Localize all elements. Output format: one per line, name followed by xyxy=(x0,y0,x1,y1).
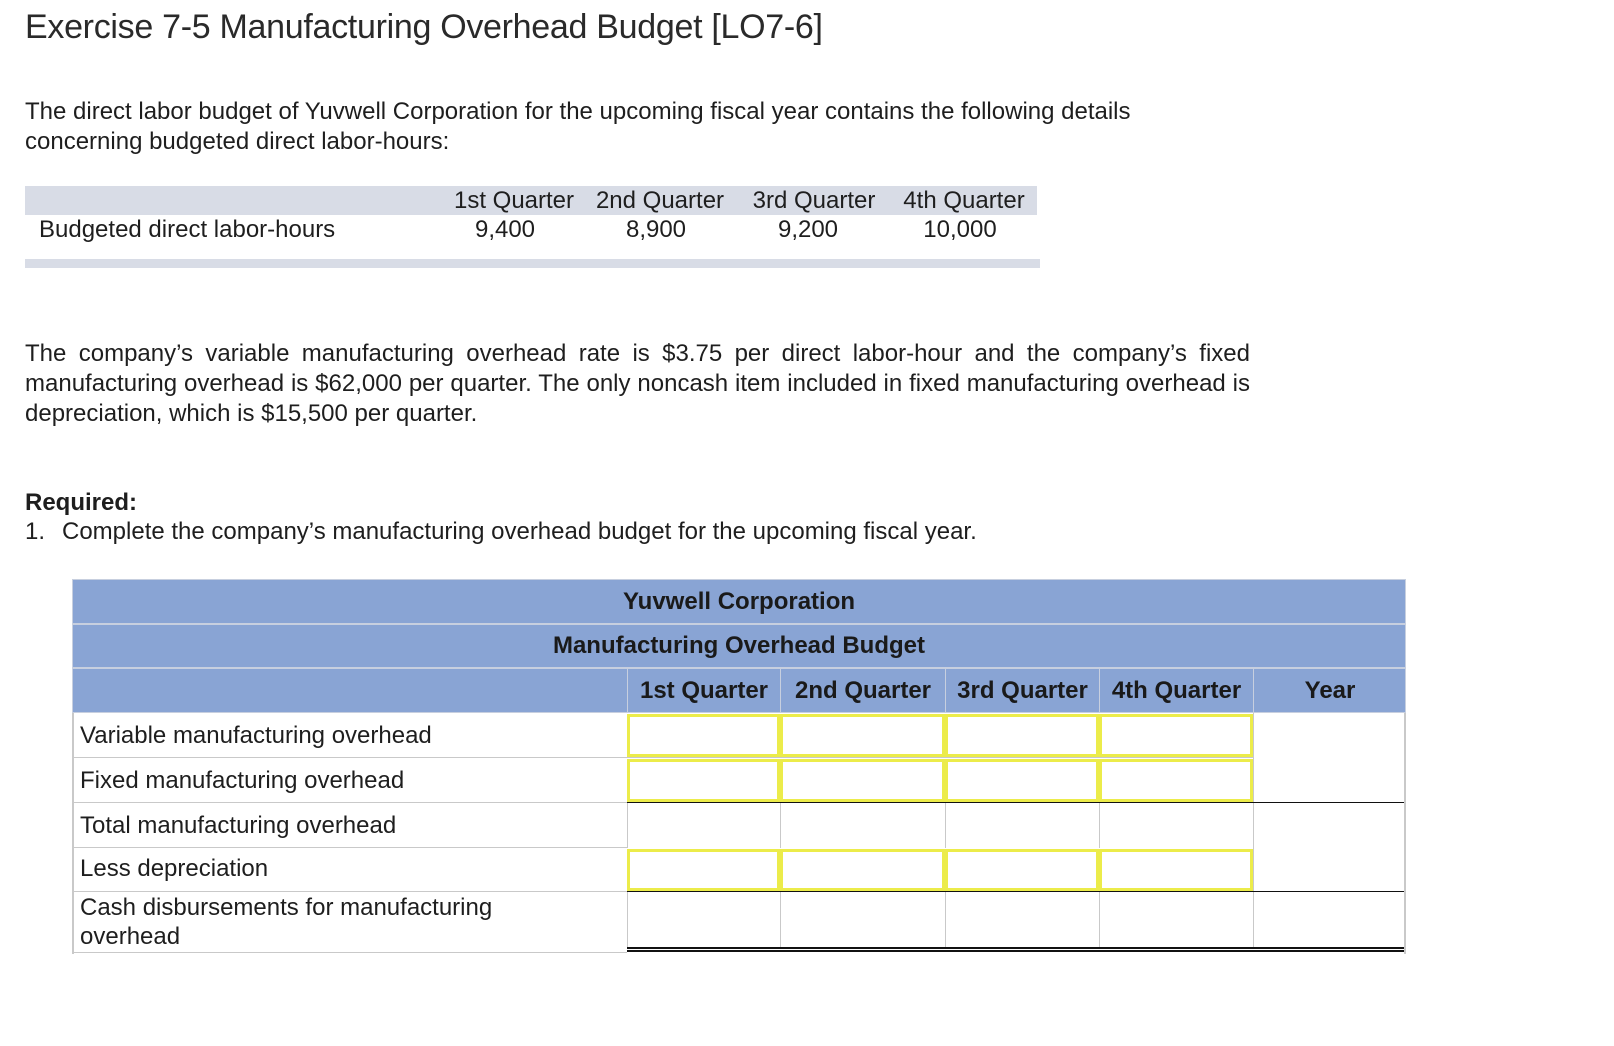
depreciation-q4-input[interactable] xyxy=(1099,849,1253,891)
table-bottom-border xyxy=(72,952,627,953)
budget-row-depreciation xyxy=(72,848,1406,892)
required-item xyxy=(25,518,977,546)
budget-row-fixed xyxy=(72,758,1406,803)
fixed-q2-input[interactable] xyxy=(780,759,945,802)
table-right-border xyxy=(1404,713,1406,954)
variable-q1-input[interactable] xyxy=(627,714,780,757)
overhead-budget-table xyxy=(72,579,1406,954)
required-text: Complete the company’s manufacturing overhead budget for the upcoming fiscal year. xyxy=(62,518,977,545)
total-year-cell xyxy=(1253,803,1406,848)
col-header-q4: 4th Quarter xyxy=(1099,668,1253,713)
budget-title: Manufacturing Overhead Budget xyxy=(552,632,926,659)
intro-paragraph: The direct labor budget of Yuvwell Corporation for the upcoming fiscal year contains the following details concerning budgeted direct labor-hours: xyxy=(25,98,1131,155)
labor-table-footer-band xyxy=(25,259,1040,268)
labor-col-header: 1st Quarter xyxy=(453,187,575,214)
labor-value: 9,200 xyxy=(777,216,839,243)
depreciation-q3-input[interactable] xyxy=(945,849,1099,891)
double-underline xyxy=(627,947,1406,952)
cash-q1-cell xyxy=(627,892,780,949)
cash-q2-cell xyxy=(780,892,945,949)
total-q4-cell xyxy=(1099,803,1253,848)
labor-value: 8,900 xyxy=(625,216,687,243)
labor-col-header: 4th Quarter xyxy=(903,187,1025,214)
total-q2-cell xyxy=(780,803,945,848)
labor-col-header: 2nd Quarter xyxy=(595,187,725,214)
budget-row-total xyxy=(72,803,1406,848)
row-label: Cash disbursements for manufacturing overhead xyxy=(80,894,493,950)
row-label: Fixed manufacturing overhead xyxy=(80,767,405,794)
required-heading: Required: xyxy=(25,489,138,516)
fixed-q4-input[interactable] xyxy=(1099,759,1253,802)
depreciation-year-cell xyxy=(1253,848,1406,892)
cash-year-cell xyxy=(1253,892,1406,949)
company-header-band xyxy=(72,579,1406,624)
fixed-year-cell xyxy=(1253,758,1406,803)
variable-q3-input[interactable] xyxy=(945,714,1099,757)
page-title: Exercise 7-5 Manufacturing Overhead Budget [LO7-6] xyxy=(25,8,823,46)
required-number: 1. xyxy=(25,518,46,545)
col-header-q2: 2nd Quarter xyxy=(780,668,945,713)
fixed-q3-input[interactable] xyxy=(945,759,1099,802)
col-header-q3: 3rd Quarter xyxy=(945,668,1099,713)
variable-q2-input[interactable] xyxy=(780,714,945,757)
table-left-border xyxy=(72,713,74,954)
budget-row-variable xyxy=(72,713,1406,758)
fixed-q1-input[interactable] xyxy=(627,759,780,802)
budget-title-band xyxy=(72,624,1406,668)
cash-q3-cell xyxy=(945,892,1099,949)
row-label: Less depreciation xyxy=(80,855,269,882)
labor-value: 9,400 xyxy=(474,216,536,243)
variable-q4-input[interactable] xyxy=(1099,714,1253,757)
budget-row-cash xyxy=(72,892,1406,954)
details-paragraph: The company’s variable manufacturing overhead rate is $3.75 per direct labor-hour and the company’s fixed manufacturing overhead is $62,000 per quarter. The only noncash item included in fixed manufacturing overhead is depreciation, which is $15,500 per quarter. xyxy=(25,340,1250,427)
labor-col-header: 3rd Quarter xyxy=(752,187,876,214)
depreciation-q2-input[interactable] xyxy=(780,849,945,891)
company-name: Yuvwell Corporation xyxy=(622,588,856,615)
cash-q4-cell xyxy=(1099,892,1253,949)
total-q1-cell xyxy=(627,803,780,848)
labor-row-label: Budgeted direct labor-hours xyxy=(39,216,336,243)
col-header-year: Year xyxy=(1253,668,1406,713)
labor-hours-table xyxy=(25,186,1040,268)
depreciation-q1-input[interactable] xyxy=(627,849,780,891)
variable-year-cell xyxy=(1253,713,1406,758)
row-label: Total manufacturing overhead xyxy=(80,812,397,839)
row-label: Variable manufacturing overhead xyxy=(80,722,432,749)
total-q3-cell xyxy=(945,803,1099,848)
labor-value: 10,000 xyxy=(923,216,997,243)
col-header-q1: 1st Quarter xyxy=(627,668,780,713)
